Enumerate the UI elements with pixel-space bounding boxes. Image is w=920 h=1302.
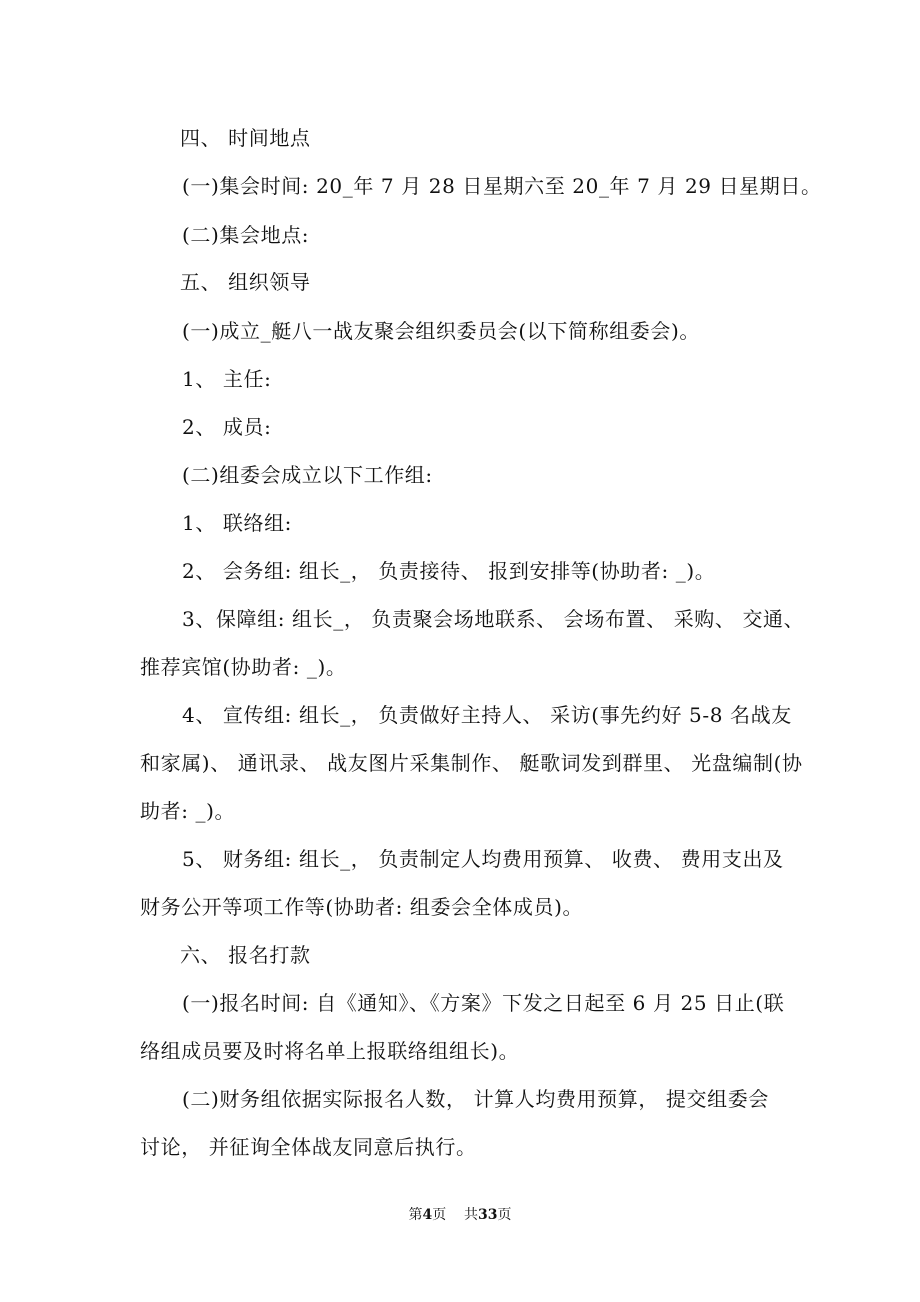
- footer-page-prefix: 第: [408, 1207, 423, 1223]
- paragraph-line: 助者: _)。: [140, 799, 236, 823]
- paragraph-line: 2、 会务组: 组长_， 负责接待、 报到安排等(协助者: _)。: [182, 559, 716, 583]
- paragraph-line: 3、保障组: 组长_， 负责聚会场地联系、 会场布置、 采购、 交通、: [182, 607, 805, 631]
- footer-page-total: 33: [478, 1207, 498, 1223]
- footer-page-suffix: 页: [497, 1207, 512, 1223]
- footer-page-number: 4: [422, 1207, 433, 1223]
- paragraph-line: 1、 联络组:: [182, 511, 293, 535]
- paragraph-line: 1、 主任:: [182, 367, 272, 391]
- paragraph-line: (二)集会地点:: [182, 223, 310, 247]
- paragraph-line: (二)组委会成立以下工作组:: [182, 463, 433, 487]
- paragraph-line: 4、 宣传组: 组长_， 负责做好主持人、 采访(事先约好 5-8 名战友: [182, 703, 792, 727]
- heading-section-4: 四、 时间地点: [180, 126, 311, 150]
- heading-section-6: 六、 报名打款: [180, 943, 311, 967]
- paragraph-line: 和家属)、 通讯录、 战友图片采集制作、 艇歌词发到群里、 光盘编制(协: [140, 751, 803, 775]
- paragraph-line: 财务公开等项工作等(协助者: 组委会全体成员)。: [140, 895, 584, 919]
- paragraph-line: (二)财务组依据实际报名人数， 计算人均费用预算， 提交组委会: [182, 1087, 769, 1111]
- paragraph-line: 推荐宾馆(协助者: _)。: [140, 655, 347, 679]
- page-footer: [0, 1206, 920, 1224]
- paragraph-line: 讨论， 并征询全体战友同意后执行。: [140, 1135, 477, 1159]
- paragraph-line: (一)成立_艇八一战友聚会组织委员会(以下简称组委会)。: [182, 319, 701, 343]
- paragraph-line: (一)集会时间: 20_年 7 月 28 日星期六至 20_年 7 月 29 日星期日。: [182, 174, 822, 198]
- paragraph-line: 5、 财务组: 组长_， 负责制定人均费用预算、 收费、 费用支出及: [182, 847, 784, 871]
- heading-section-5: 五、 组织领导: [180, 270, 311, 294]
- footer-page-mid: 页 共: [432, 1207, 479, 1223]
- paragraph-line: (一)报名时间: 自《通知》、《方案》下发之日起至 6 月 25 日止(联: [182, 991, 785, 1015]
- paragraph-line: 2、 成员:: [182, 415, 272, 439]
- paragraph-line: 络组成员要及时将名单上报联络组组长)。: [140, 1039, 520, 1063]
